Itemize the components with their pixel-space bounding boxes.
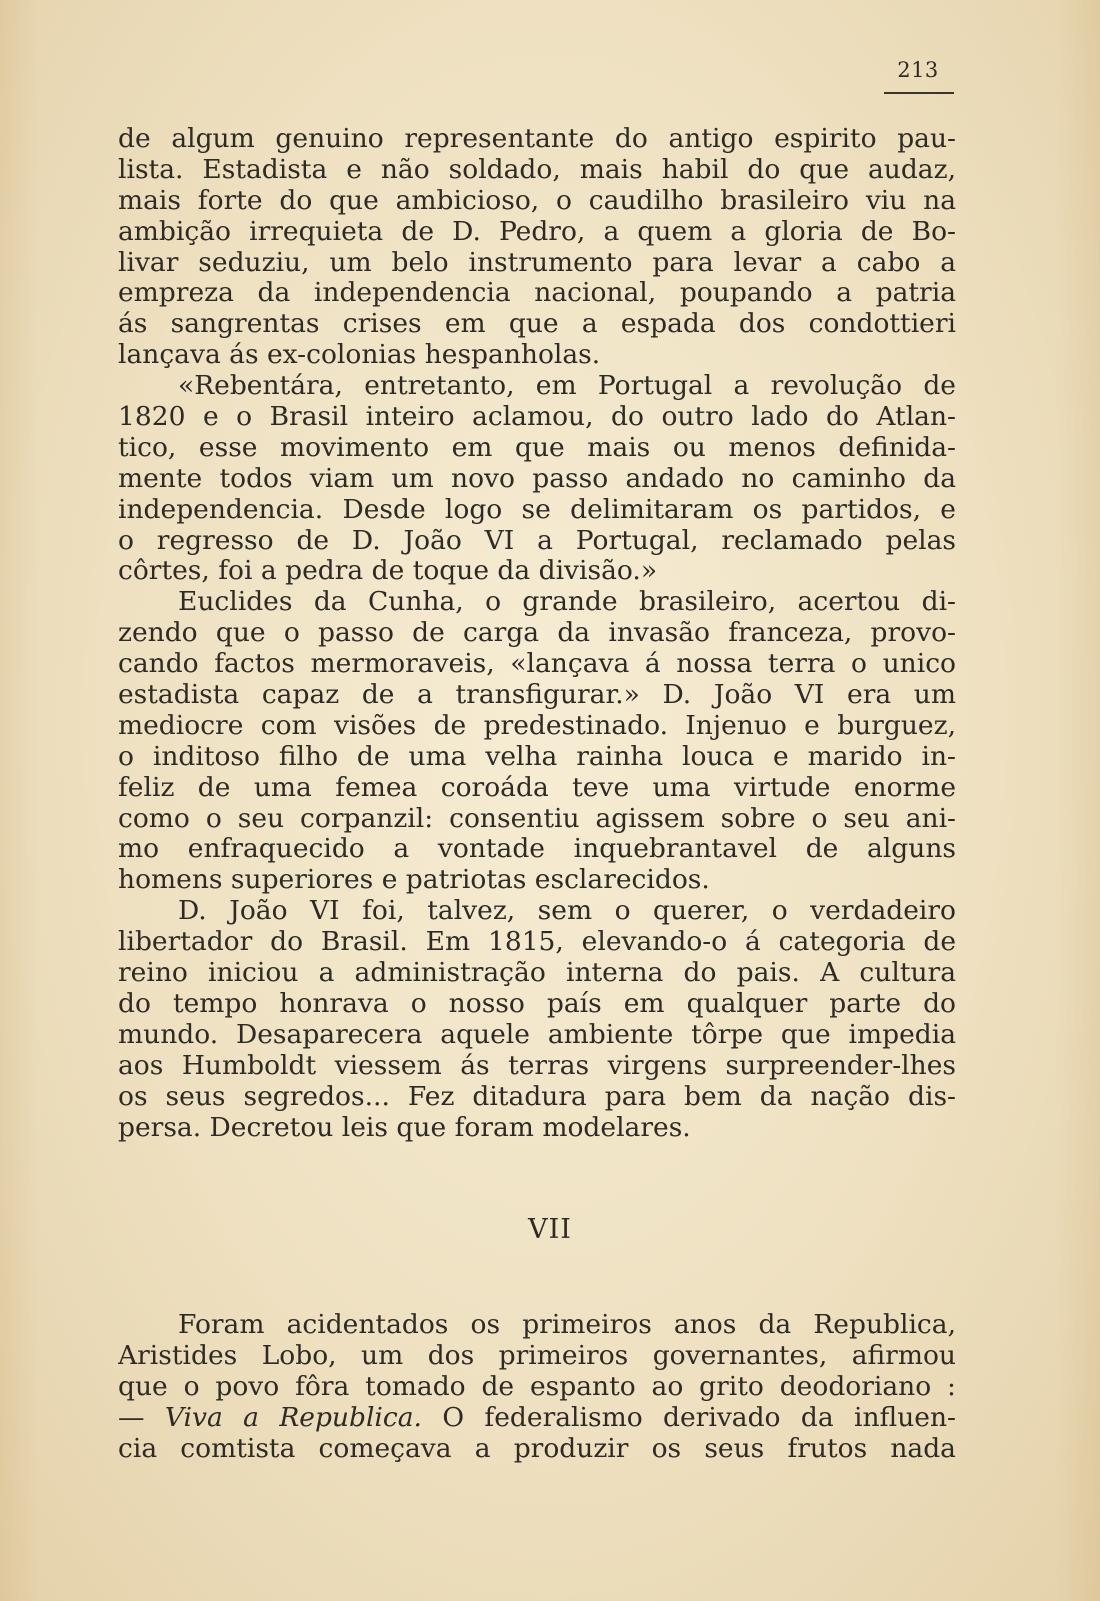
text-line: o inditoso filho de uma velha rainha louca e marido in- [118,741,956,772]
text-line: cando factos mermoraveis, «lançava á nossa terra o unico [118,649,956,680]
text-line: mais forte do que ambicioso, o caudilho brasileiro viu na [118,185,956,216]
text-line: como o seu corpanzil: consentiu agissem sobre o seu ani- [118,803,956,834]
text-line: mundo. Desaparecera aquele ambiente tôrpe que impedia [118,1019,956,1050]
body-text [118,124,956,1143]
text-line: persa. Decretou leis que foram modelares. [118,1112,691,1143]
text-line: 1820 e o Brasil inteiro aclamou, do outro lado do Atlan- [118,402,956,433]
text-line: cia comtista começava a produzir os seus frutos nada [118,1433,956,1464]
text-line: lista. Estadista e não soldado, mais habil do que audaz, [118,154,956,185]
text-line: zendo que o passo de carga da invasão franceza, provo- [118,618,956,649]
text-line: aos Humboldt viessem ás terras virgens surpreender-lhes [118,1050,956,1081]
text-line: livar seduziu, um belo instrumento para levar a cabo a [118,247,956,278]
text-line: Aristides Lobo, um dos primeiros governantes, afirmou [118,1340,956,1371]
text-line: tico, esse movimento em que mais ou menos definida- [118,432,956,463]
paragraph-start-line: «Rebentára, entretanto, em Portugal a revolução de [178,371,956,402]
text-line: ambição irrequieta de D. Pedro, a quem a gloria de Bo- [118,216,956,247]
text-line: estadista capaz de a transfigurar.» D. João VI era um [118,680,956,711]
text-line: que o povo fôra tomado de espanto ao grito deodoriano : [118,1371,956,1402]
text-line: mente todos viam um novo passo andado no caminho da [118,463,956,494]
text-line: do tempo honrava o nosso país em qualquer parte do [118,988,956,1019]
text-line: empreza da independencia nacional, poupando a patria [118,278,956,309]
text-line: de algum genuino representante do antigo espirito pau- [118,124,956,154]
paragraph-start-line: Euclides da Cunha, o grande brasileiro, acertou di- [178,587,956,618]
text-line: mo enfraquecido a vontade inquebrantavel de alguns [118,834,956,865]
section-heading: VII [528,1214,572,1245]
text-line: côrtes, foi a pedra de toque da divisão.» [118,556,658,587]
text-line: homens superiores e patriotas esclarecidos. [118,865,710,896]
paragraph-start-line: D. João VI foi, talvez, sem o querer, o verdadeiro [178,896,956,927]
text-line: feliz de uma femea coroáda teve uma virtude enorme [118,772,956,803]
text-line: libertador do Brasil. Em 1815, elevando-o á categoria de [118,927,956,958]
text-line: os seus segredos... Fez ditadura para bem da nação dis- [118,1081,956,1112]
paragraph-start-line: Foram acidentados os primeiros anos da Republica, [178,1310,956,1340]
text-line: reino iniciou a administração interna do pais. A cultura [118,958,956,989]
text-line: independencia. Desde logo se delimitaram os partidos, e [118,494,956,525]
page-number-rule [884,92,954,94]
text-line: mediocre com visões de predestinado. Injenuo e burguez, [118,710,956,741]
text-line: lançava ás ex-colonias hespanholas. [118,340,601,371]
text-fragment: O federalismo derivado da influen- [442,1402,956,1433]
section-text [118,1310,956,1464]
italic-phrase: Viva a Republica. [164,1402,422,1433]
em-dash: — [118,1402,145,1433]
text-line [118,1403,956,1434]
text-line: o regresso de D. João VI a Portugal, reclamado pelas [118,525,956,556]
page-number: 213 [897,58,939,82]
text-line: ás sangrentas crises em que a espada dos condottieri [118,309,956,340]
